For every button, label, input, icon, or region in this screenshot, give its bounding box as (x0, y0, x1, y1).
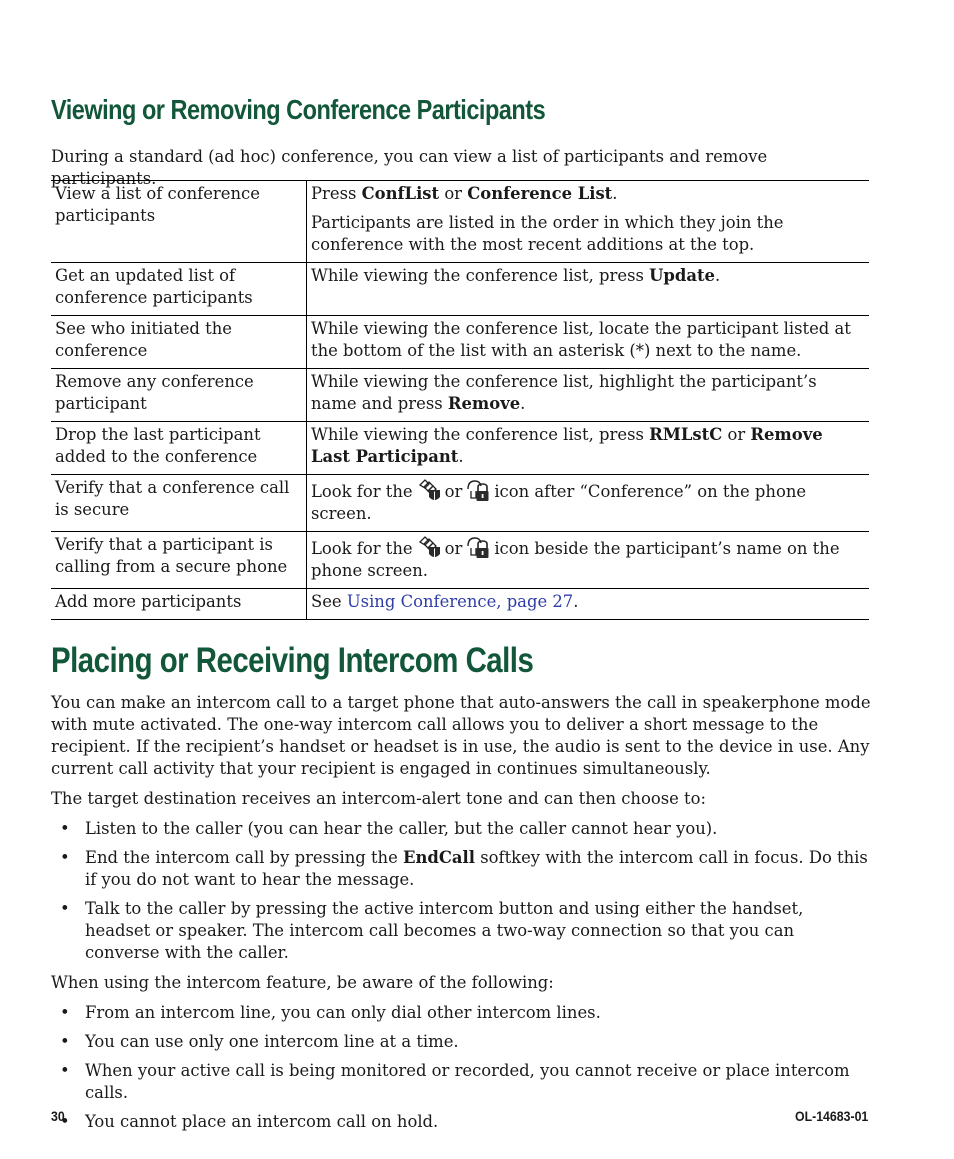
action-text: or (439, 184, 468, 203)
awareness-list (51, 1002, 873, 1133)
table-row (51, 422, 869, 475)
softkey-name: ConfList (361, 184, 440, 203)
using-conference-link[interactable]: Using Conference, page 27 (346, 592, 574, 611)
softkey-name: EndCall (403, 848, 476, 867)
section-heading-intercom-calls: Placing or Receiving Intercom Calls (51, 641, 534, 680)
authenticated-lock-icon (465, 477, 491, 503)
action-text: While viewing the conference list, highlight the participant’s name and press (311, 372, 817, 413)
authenticated-lock-icon (465, 534, 491, 560)
action-cell (307, 475, 870, 532)
action-text: Press (311, 184, 362, 203)
intro-paragraph: During a standard (ad hoc) conference, you can view a list of participants and remove participants. (51, 147, 768, 188)
action-text: Look for the (311, 482, 413, 501)
action-cell (307, 422, 870, 475)
task-cell: Remove any conference participant (51, 369, 307, 422)
action-cell (307, 369, 870, 422)
list-item: • Talk to the caller by pressing the active intercom button and using either the handset, headset or speaker. The intercom call becomes a two-way connection so that you can converse with the caller. (51, 898, 873, 964)
action-text: . (573, 592, 579, 611)
list-item-text: softkey with the intercom call in focus. Do this if you do not want to hear the message. (85, 848, 868, 889)
action-text: See (311, 592, 347, 611)
softkey-name: Remove (447, 394, 521, 413)
action-cell (307, 181, 870, 263)
action-text: . (520, 394, 526, 413)
action-cell (307, 589, 870, 620)
awareness-paragraph: When using the intercom feature, be aware of the following: (51, 973, 554, 992)
softkey-name: RMLstC (649, 425, 723, 444)
action-text: or (444, 539, 463, 558)
action-text: While viewing the conference list, press (311, 425, 650, 444)
choice-list (51, 818, 873, 964)
list-item: • Listen to the caller (you can hear the caller, but the caller cannot hear you). (51, 818, 873, 840)
intercom-section (51, 692, 873, 1141)
table-row (51, 532, 869, 589)
list-item-text: End the intercom call by pressing the (85, 848, 404, 867)
action-text: Look for the (311, 539, 413, 558)
target-destination-paragraph: The target destination receives an intercom-alert tone and can then choose to: (51, 789, 707, 808)
list-item: • From an intercom line, you can only dial other intercom lines. (51, 1002, 873, 1024)
action-text: . (458, 447, 464, 466)
action-note: Participants are listed in the order in which they join the conference with the most recent additions at the top. (311, 213, 784, 254)
table-row (51, 263, 869, 316)
action-cell (307, 316, 870, 369)
softkey-name: Update (649, 266, 715, 285)
encrypted-shield-icon (416, 534, 442, 560)
action-text: or (722, 425, 751, 444)
action-text: . (714, 266, 721, 285)
action-text: While viewing the conference list, press (311, 266, 650, 285)
encrypted-shield-icon (416, 477, 442, 503)
action-cell (307, 532, 870, 589)
table-row (51, 369, 869, 422)
list-item: • When your active call is being monitored or recorded, you cannot receive or place intercom calls. (51, 1060, 873, 1104)
action-text: icon after “Conference” on the phone screen. (311, 482, 807, 523)
action-text: or (444, 482, 463, 501)
action-cell (307, 263, 870, 316)
document-id: OL-14683-01 (794, 1108, 868, 1124)
softkey-name: Conference List (467, 184, 613, 203)
table-row (51, 589, 869, 620)
task-cell: View a list of conference participants (51, 181, 307, 263)
table-row (51, 316, 869, 369)
task-cell: Verify that a conference call is secure (51, 475, 307, 532)
list-item: • You can use only one intercom line at a time. (51, 1031, 873, 1053)
procedure-table (51, 180, 869, 620)
intercom-intro-paragraph: You can make an intercom call to a target phone that auto-answers the call in speakerphone mode with mute activated. The one-way intercom call allows you to deliver a short message to the recipient. If the recipient’s handset or headset is in use, the audio is sent to the device in use. Any current call activity that your recipient is engaged in continues simultaneously. (51, 693, 871, 778)
action-text: icon beside the participant’s name on the phone screen. (311, 539, 840, 580)
task-cell: Add more participants (51, 589, 307, 620)
task-cell: Drop the last participant added to the conference (51, 422, 307, 475)
section-heading-conference-participants: Viewing or Removing Conference Participants (51, 94, 546, 125)
list-item: • You cannot place an intercom call on hold. (51, 1111, 873, 1133)
table-row (51, 181, 869, 263)
softkey-name: Remove Last Participant (311, 425, 823, 466)
task-cell: Verify that a participant is calling from a secure phone (51, 532, 307, 589)
action-text: While viewing the conference list, locate the participant listed at the bottom of the list with an asterisk (*) next to the name. (311, 319, 851, 360)
action-text: . (612, 184, 618, 203)
table-row (51, 475, 869, 532)
page-number: 30 (51, 1108, 65, 1124)
task-cell: See who initiated the conference (51, 316, 307, 369)
list-item (51, 847, 873, 891)
task-cell: Get an updated list of conference participants (51, 263, 307, 316)
